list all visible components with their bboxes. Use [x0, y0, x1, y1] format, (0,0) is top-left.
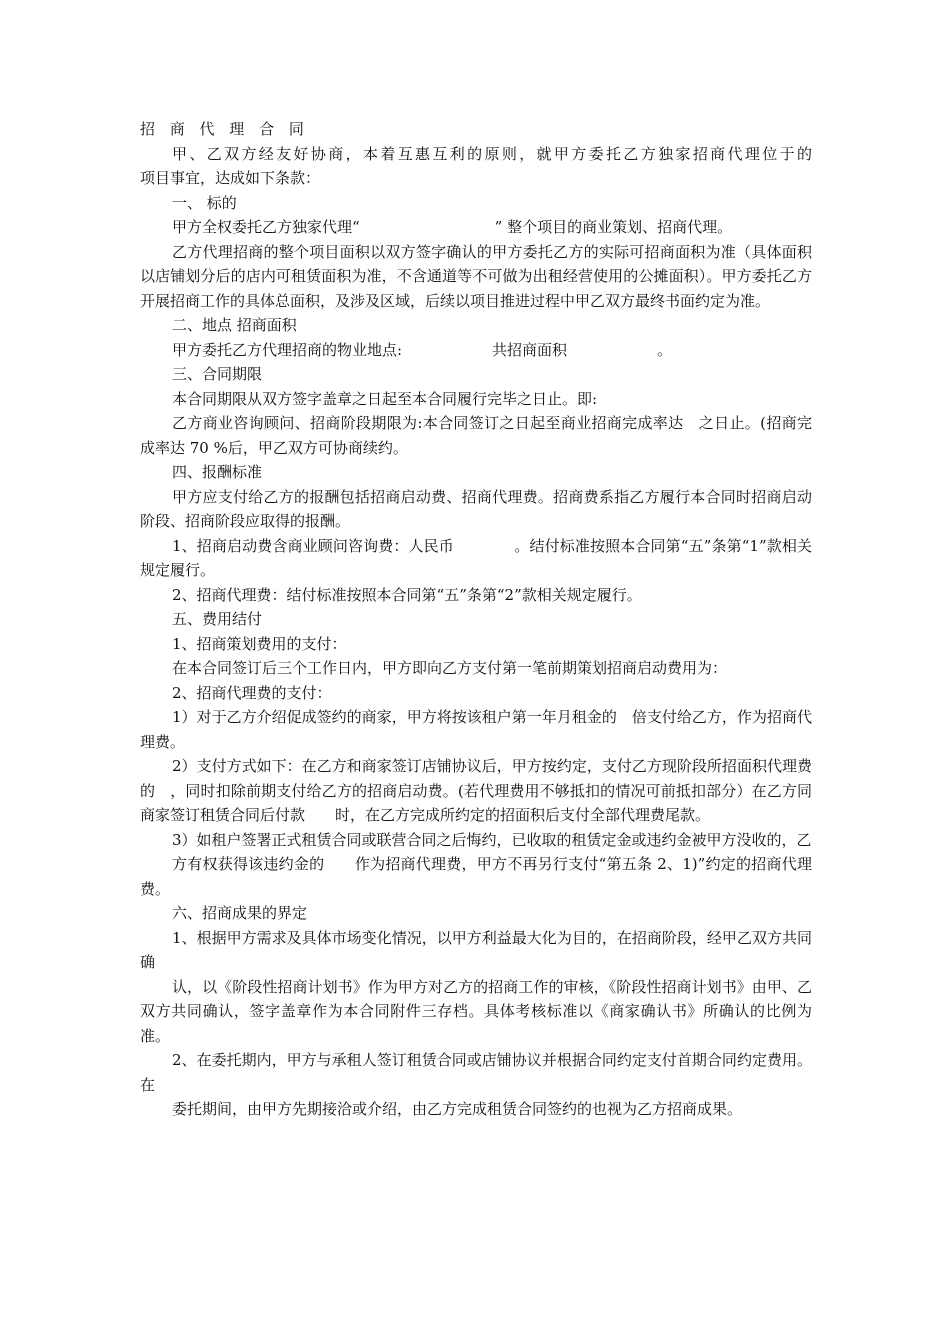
paragraph: 2、招商代理费的支付：	[172, 683, 332, 702]
contract-body	[140, 117, 903, 1122]
section-heading-4: 四、报酬标准	[172, 463, 263, 481]
paragraph: 委托期间，由甲方先期接洽或介绍，由乙方完成租赁合同签约的也视为乙方招商成果。	[172, 1100, 743, 1118]
document-title: 招 商 代 理 合 同	[140, 120, 309, 138]
intro-paragraph: 甲、乙双方经友好协商，本着互惠互利的原则，就甲方委托乙方独家招商代理位于的 项目事宜，达成如下条款：	[140, 144, 903, 187]
paragraph: 甲方全权委托乙方独家代理“ ” 整个项目的商业策划、招商代理。	[172, 218, 733, 236]
section-heading-6: 六、招商成果的界定	[172, 904, 308, 922]
paragraph: 甲方应支付给乙方的报酬包括招商启动费、招商代理费。招商费系指乙方履行本合同时招商启动阶段、招商阶段应取得的报酬。	[140, 487, 812, 530]
paragraph: 1、根据甲方需求及具体市场变化情况，以甲方利益最大化为目的，在招商阶段，经甲乙双方共同确	[140, 928, 812, 971]
section-heading-1: 一、 标的	[172, 193, 237, 212]
paragraph: 乙方商业咨询顾问、招商阶段期限为:本合同签订之日起至商业招商完成率达 之日止。(招商完成率达 70 %后，甲乙双方可协商续约。	[140, 414, 812, 457]
paragraph: 方有权获得该违约金的 作为招商代理费，甲方不再另行支付“第五条 2、1)”约定的招商代理费。	[140, 855, 812, 898]
paragraph: 1、招商启动费含商业顾问咨询费：人民币 。结付标准按照本合同第“五”条第“1”款相关规定履行。	[140, 536, 812, 579]
paragraph: 2）支付方式如下：在乙方和商家签订店铺协议后，甲方按约定，支付乙方现阶段所招面积代理费的 ，同时扣除前期支付给乙方的招商启动费。(若代理费用不够抵扣的情况可前抵扣部分）在乙方同商家签订租赁合同后付款 时，在乙方完成所约定的招面积后支付全部代理费尾款。	[140, 757, 812, 824]
paragraph: 甲方委托乙方代理招商的物业地点: 共招商面积 。	[172, 340, 673, 359]
section-heading-3: 三、合同期限	[172, 365, 263, 383]
section-heading-2: 二、地点 招商面积	[172, 316, 297, 334]
paragraph: 本合同期限从双方签字盖章之日起至本合同履行完毕之日止。即:	[172, 389, 598, 408]
paragraph: 1、招商策划费用的支付：	[172, 634, 347, 653]
section-heading-5: 五、费用结付	[172, 610, 263, 628]
paragraph: 认，以《阶段性招商计划书》作为甲方对乙方的招商工作的审核，《阶段性招商计划书》由甲、乙双方共同确认，签字盖章作为本合同附件三存档。具体考核标准以《商家确认书》所确认的比例为准。	[140, 977, 812, 1045]
paragraph: 1）对于乙方介绍促成签约的商家，甲方将按该租户第一年月租金的 倍支付给乙方，作为招商代理费。	[140, 708, 812, 751]
paragraph: 2、招商代理费：结付标准按照本合同第“五”条第“2”款相关规定履行。	[172, 585, 642, 604]
paragraph: 在本合同签订后三个工作日内，甲方即向乙方支付第一笔前期策划招商启动费用为：	[172, 659, 728, 677]
paragraph: 3）如租户签署正式租赁合同或联营合同之后悔约，已收取的租赁定金或违约金被甲方没收的，乙	[172, 830, 812, 849]
paragraph: 乙方代理招商的整个项目面积以双方签字确认的甲方委托乙方的实际可招商面积为准（具体面积以店铺划分后的店内可租赁面积为准，不含通道等不可做为出租经营使用的公摊面积）。甲方委托乙方开展招商工作的具体总面积，及涉及区域，后续以项目推进过程中甲乙双方最终书面约定为准。	[140, 242, 812, 310]
paragraph: 2、在委托期内，甲方与承租人签订租赁合同或店铺协议并根据合同约定支付首期合同约定费用。在	[140, 1051, 812, 1094]
